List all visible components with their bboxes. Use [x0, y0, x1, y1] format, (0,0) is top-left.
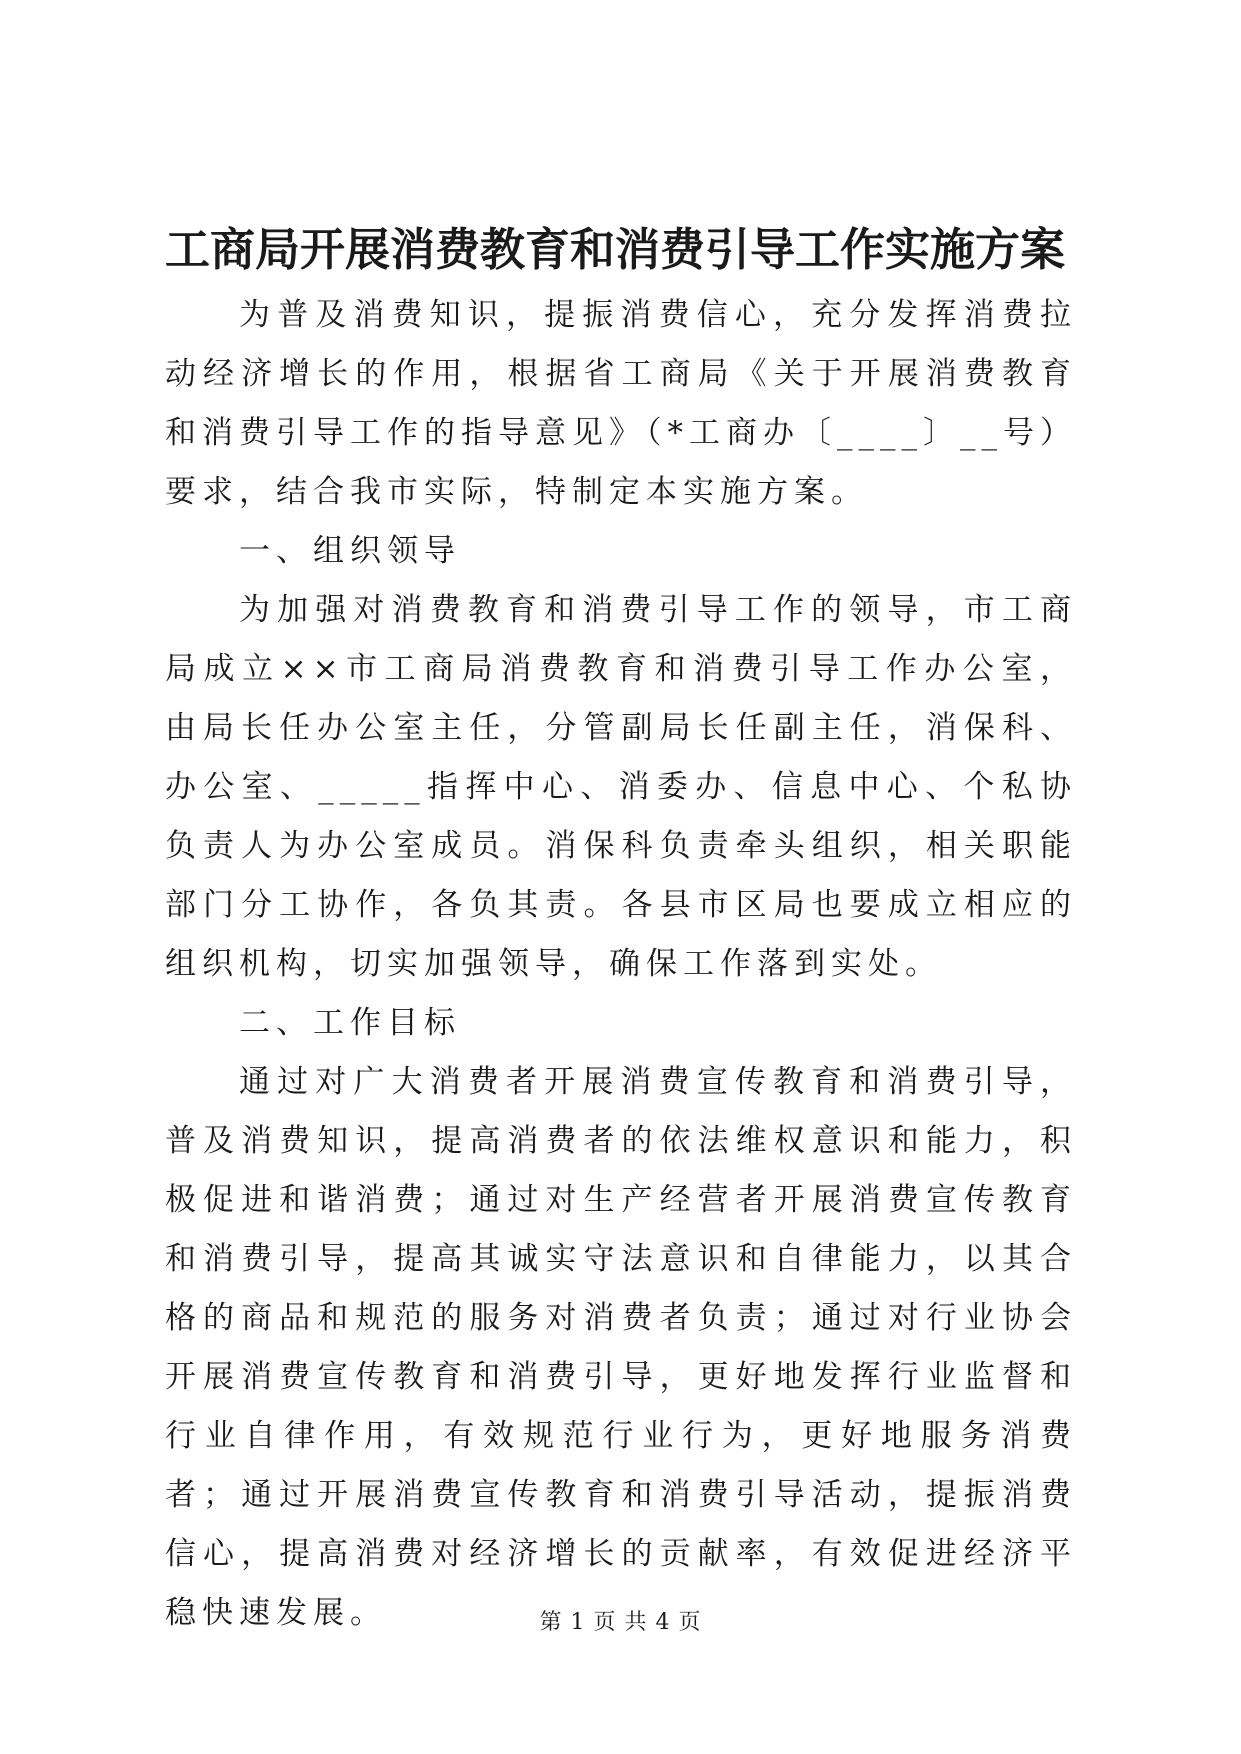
section-heading-organization: 一、组织领导 [239, 533, 461, 569]
document-title: 工商局开展消费教育和消费引导工作实施方案 [165, 223, 1066, 276]
page-footer: 第 1 页 共 4 页 [539, 1610, 702, 1635]
intro-paragraph: 为普及消费知识，提振消费信心，充分发挥消费拉动经济增长的作用，根据省工商局《关于开展消费教育和消费引导工作的指导意见》（*工商办〔____〕__号）要求，结合我市实际，特制定本实施方案。 [165, 297, 1077, 510]
organization-paragraph: 为加强对消费教育和消费引导工作的领导，市工商局成立××市工商局消费教育和消费引导工作办公室，由局长任办公室主任，分管副局长任副主任，消保科、办公室、_____指挥中心、消委办、信息中心、个私协负责人为办公室成员。消保科负责牵头组织，相关职能部门分工协作，各负其责。各县市区局也要成立相应的组织机构，切实加强领导，确保工作落到实处。 [165, 592, 1077, 982]
goals-paragraph: 通过对广大消费者开展消费宣传教育和消费引导，普及消费知识，提高消费者的依法维权意识和能力，积极促进和谐消费；通过对生产经营者开展消费宣传教育和消费引导，提高其诚实守法意识和自律能力，以其合格的商品和规范的服务对消费者负责；通过对行业协会开展消费宣传教育和消费引导，更好地发挥行业监督和行业自律作用，有效规范行业行为，更好地服务消费者；通过开展消费宣传教育和消费引导活动，提振消费信心，提高消费对经济增长的贡献率，有效促进经济平稳快速发展。 [165, 1064, 1077, 1631]
section-heading-goals: 二、工作目标 [239, 1005, 461, 1041]
document-body [165, 286, 1077, 1643]
